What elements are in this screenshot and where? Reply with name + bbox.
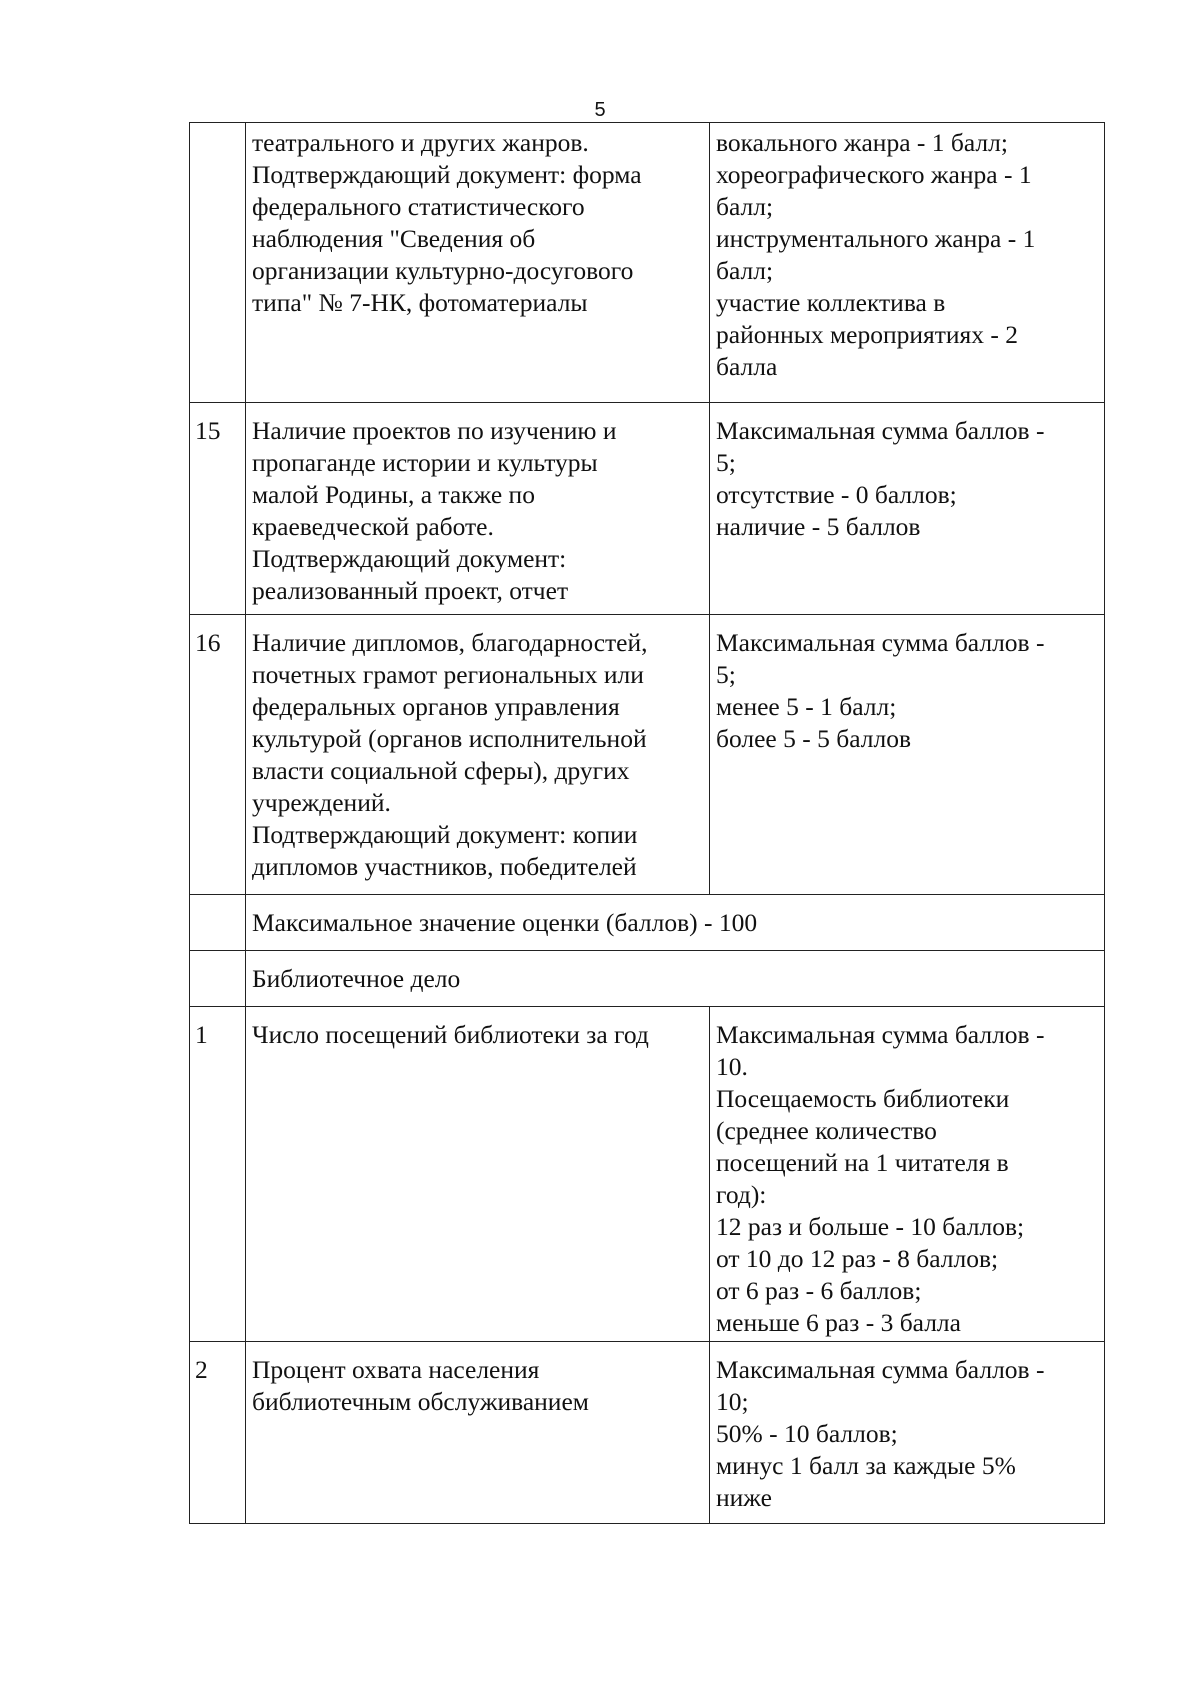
score-line: балл; — [716, 256, 774, 285]
score-line: от 6 раз - 6 баллов; — [716, 1276, 922, 1305]
score-line: 12 раз и больше - 10 баллов; — [716, 1212, 1025, 1241]
score-line: (среднее количество — [716, 1116, 937, 1145]
score-line: ниже — [716, 1483, 772, 1512]
score-line: инструментального жанра - 1 — [716, 224, 1036, 253]
criterion-line: реализованный проект, отчет — [252, 576, 569, 605]
table-row — [190, 615, 1105, 895]
row-number-empty — [190, 895, 246, 951]
criterion-cell — [246, 1342, 710, 1524]
score-line: 10; — [716, 1387, 749, 1416]
row-number — [190, 123, 246, 403]
table-row — [190, 1342, 1105, 1524]
criterion-line: пропаганде истории и культуры — [252, 448, 598, 477]
score-line: балл; — [716, 192, 774, 221]
table-row — [190, 123, 1105, 403]
score-line: посещений на 1 читателя в — [716, 1148, 1009, 1177]
row-number: 2 — [190, 1342, 246, 1524]
criterion-line: Число посещений библиотеки за год — [252, 1020, 649, 1049]
score-line: балла — [716, 352, 778, 381]
max-score-text: Максимальное значение оценки (баллов) - 100 — [246, 895, 1105, 951]
criterion-line: малой Родины, а также по — [252, 480, 535, 509]
criterion-line: Подтверждающий документ: копии — [252, 820, 638, 849]
criteria-table — [189, 122, 1105, 1524]
criterion-cell — [246, 123, 710, 403]
criterion-line: театрального и других жанров. — [252, 128, 589, 157]
table-row-max-score — [190, 895, 1105, 951]
score-line: меньше 6 раз - 3 балла — [716, 1308, 961, 1337]
score-line: вокального жанра - 1 балл; — [716, 128, 1008, 157]
criterion-cell — [246, 1007, 710, 1342]
score-line: Максимальная сумма баллов - — [716, 1355, 1045, 1384]
criterion-cell — [246, 403, 710, 615]
row-number: 16 — [190, 615, 246, 895]
score-line: наличие - 5 баллов — [716, 512, 921, 541]
score-line: менее 5 - 1 балл; — [716, 692, 897, 721]
criterion-line: власти социальной сферы), других — [252, 756, 630, 785]
score-line: Максимальная сумма баллов - — [716, 1020, 1045, 1049]
row-number-empty — [190, 951, 246, 1007]
table-row — [190, 1007, 1105, 1342]
score-line: более 5 - 5 баллов — [716, 724, 911, 753]
score-line: Посещаемость библиотеки — [716, 1084, 1010, 1113]
score-line: минус 1 балл за каждые 5% — [716, 1451, 1016, 1480]
criterion-line: учреждений. — [252, 788, 391, 817]
row-number: 15 — [190, 403, 246, 615]
criterion-line: Подтверждающий документ: форма — [252, 160, 642, 189]
table-row-section — [190, 951, 1105, 1007]
table-row — [190, 403, 1105, 615]
score-line: 5; — [716, 448, 736, 477]
criterion-line: наблюдения "Сведения об — [252, 224, 536, 253]
score-line: отсутствие - 0 баллов; — [716, 480, 957, 509]
criterion-line: Подтверждающий документ: — [252, 544, 567, 573]
score-line: участие коллектива в — [716, 288, 946, 317]
criterion-line: Наличие проектов по изучению и — [252, 416, 617, 445]
criterion-cell — [246, 615, 710, 895]
score-line: 5; — [716, 660, 736, 689]
score-cell — [710, 403, 1105, 615]
criterion-line: краеведческой работе. — [252, 512, 494, 541]
criterion-line: типа" № 7-НК, фотоматериалы — [252, 288, 588, 317]
criterion-line: Процент охвата населения — [252, 1355, 540, 1384]
score-cell — [710, 615, 1105, 895]
score-line: Максимальная сумма баллов - — [716, 628, 1045, 657]
criterion-line: культурой (органов исполнительной — [252, 724, 647, 753]
page-number: 5 — [594, 99, 606, 121]
score-line: от 10 до 12 раз - 8 баллов; — [716, 1244, 999, 1273]
section-title: Библиотечное дело — [246, 951, 1105, 1007]
score-line: 50% - 10 баллов; — [716, 1419, 898, 1448]
score-line: Максимальная сумма баллов - — [716, 416, 1045, 445]
score-line: год): — [716, 1180, 767, 1209]
score-line: 10. — [716, 1052, 748, 1081]
row-number: 1 — [190, 1007, 246, 1342]
criterion-line: Наличие дипломов, благодарностей, — [252, 628, 648, 657]
criterion-line: федеральных органов управления — [252, 692, 620, 721]
criterion-line: организации культурно-досугового — [252, 256, 634, 285]
criterion-line: почетных грамот региональных или — [252, 660, 644, 689]
score-cell — [710, 1342, 1105, 1524]
criterion-line: федерального статистического — [252, 192, 585, 221]
criterion-line: библиотечным обслуживанием — [252, 1387, 589, 1416]
criterion-line: дипломов участников, победителей — [252, 852, 637, 881]
score-line: районных мероприятиях - 2 — [716, 320, 1019, 349]
score-cell — [710, 123, 1105, 403]
score-line: хореографического жанра - 1 — [716, 160, 1032, 189]
score-cell — [710, 1007, 1105, 1342]
